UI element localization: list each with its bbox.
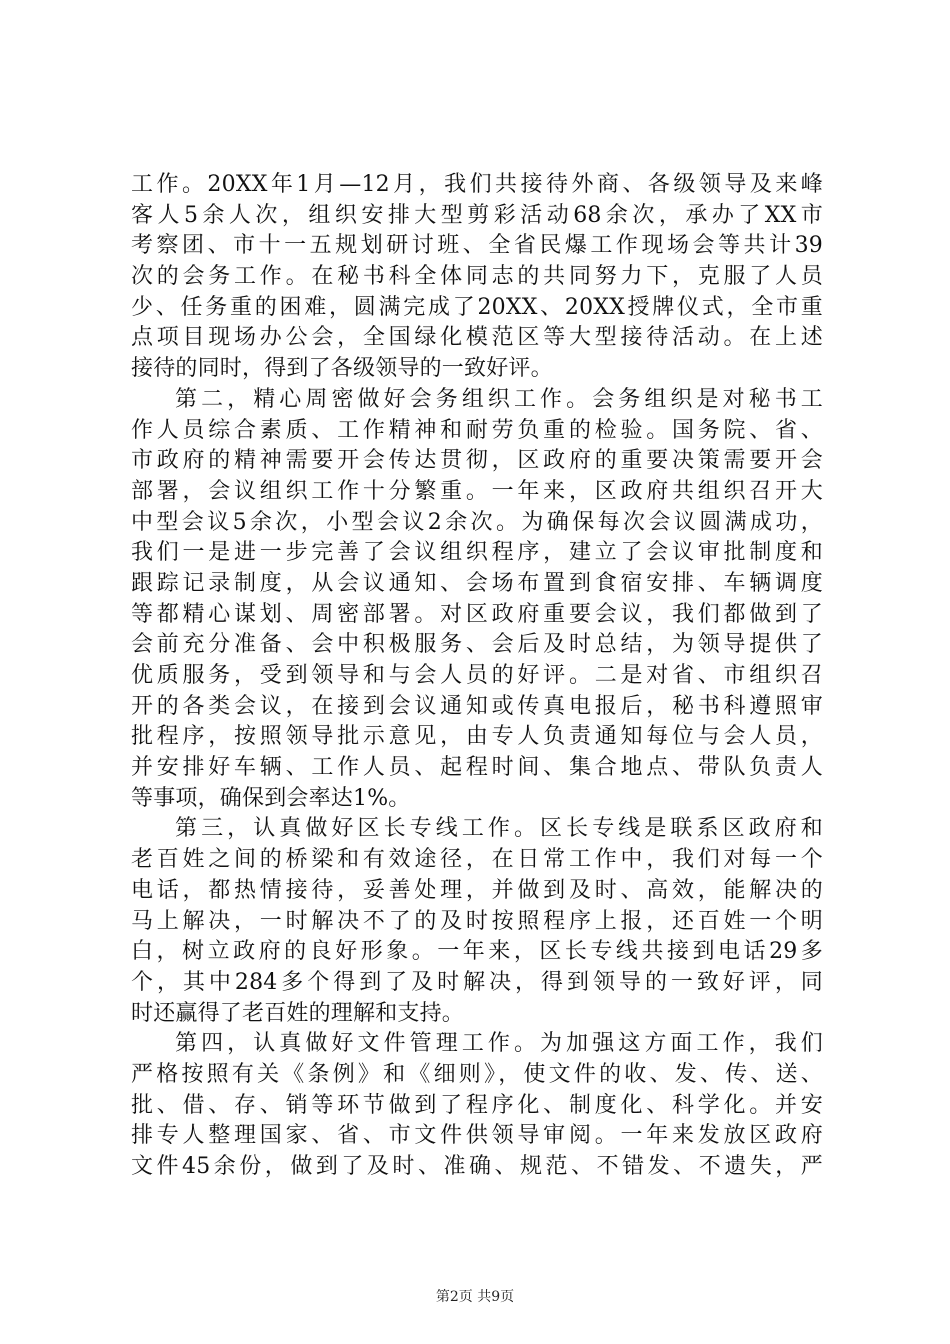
text-line: 市政府的精神需要开会传达贯彻，区政府的重要决策需要开会 — [131, 448, 823, 474]
text-line: 马上解决，一时解决不了的及时按照程序上报，还百姓一个明 — [131, 908, 823, 934]
text-line: 少、任务重的困难，圆满完成了20XX、20XX授牌仪式，全市重 — [131, 294, 823, 320]
text-line: 跟踪记录制度，从会议通知、会场布置到食宿安排、车辆调度 — [131, 570, 823, 596]
text-line: 我们一是进一步完善了会议组织程序，建立了会议审批制度和 — [131, 540, 823, 566]
document-body — [131, 170, 823, 1183]
text-line: 优质服务，受到领导和与会人员的好评。二是对省、市组织召 — [131, 663, 823, 688]
text-line: 批程序，按照领导批示意见，由专人负责通知每位与会人员， — [131, 724, 823, 750]
text-line: 开的各类会议，在接到会议通知或传真电报后，秘书科遵照审 — [131, 693, 823, 719]
text-line: 考察团、市十一五规划研讨班、全省民爆工作现场会等共计39 — [131, 233, 823, 259]
text-line: 时还赢得了老百姓的理解和支持。 — [131, 1000, 465, 1026]
text-line: 作人员综合素质、工作精神和耐劳负重的检验。国务院、省、 — [131, 417, 823, 443]
text-line: 中型会议5余次，小型会议2余次。为确保每次会议圆满成功， — [131, 509, 823, 535]
text-line: 老百姓之间的桥梁和有效途径，在日常工作中，我们对每一个 — [131, 847, 823, 873]
text-line: 个，其中284多个得到了及时解决，得到领导的一致好评，同 — [131, 969, 823, 995]
text-line: 第四，认真做好文件管理工作。为加强这方面工作，我们 — [175, 1031, 823, 1057]
text-line: 并安排好车辆、工作人员、起程时间、集合地点、带队负责人 — [131, 755, 823, 781]
text-line: 接待的同时，得到了各级领导的一致好评。 — [131, 356, 553, 382]
text-line: 等事项，确保到会率达1%。 — [131, 785, 411, 811]
text-line: 会前充分准备、会中积极服务、会后及时总结，为领导提供了 — [131, 632, 823, 658]
text-line: 严格按照有关《条例》和《细则》，使文件的收、发、传、送、 — [131, 1061, 823, 1087]
text-line: 客人5余人次，组织安排大型剪彩活动68余次，承办了XX市 — [131, 202, 823, 228]
text-line: 次的会务工作。在秘书科全体同志的共同努力下，克服了人员 — [131, 264, 823, 290]
text-line: 第三，认真做好区长专线工作。区长专线是联系区政府和 — [175, 816, 823, 842]
text-line: 批、借、存、销等环节做到了程序化、制度化、科学化。并安 — [131, 1092, 823, 1118]
text-line: 白，树立政府的良好形象。一年来，区长专线共接到电话29多 — [131, 939, 823, 965]
page-footer: 第2页 共9页 — [435, 1289, 515, 1305]
text-line: 电话，都热情接待，妥善处理，并做到及时、高效，能解决的 — [131, 877, 823, 903]
text-line: 等都精心谋划、周密部署。对区政府重要会议，我们都做到了 — [131, 601, 823, 627]
text-line: 工作。20XX年1月—12月，我们共接待外商、各级领导及来峰 — [131, 172, 823, 197]
text-line: 点项目现场办公会，全国绿化模范区等大型接待活动。在上述 — [131, 325, 823, 351]
text-line: 部署，会议组织工作十分繁重。一年来，区政府共组织召开大 — [131, 478, 823, 504]
text-line: 文件45余份，做到了及时、准确、规范、不错发、不遗失，严 — [131, 1154, 823, 1179]
text-line: 第二，精心周密做好会务组织工作。会务组织是对秘书工 — [175, 386, 823, 412]
text-line: 排专人整理国家、省、市文件供领导审阅。一年来发放区政府 — [131, 1123, 823, 1149]
